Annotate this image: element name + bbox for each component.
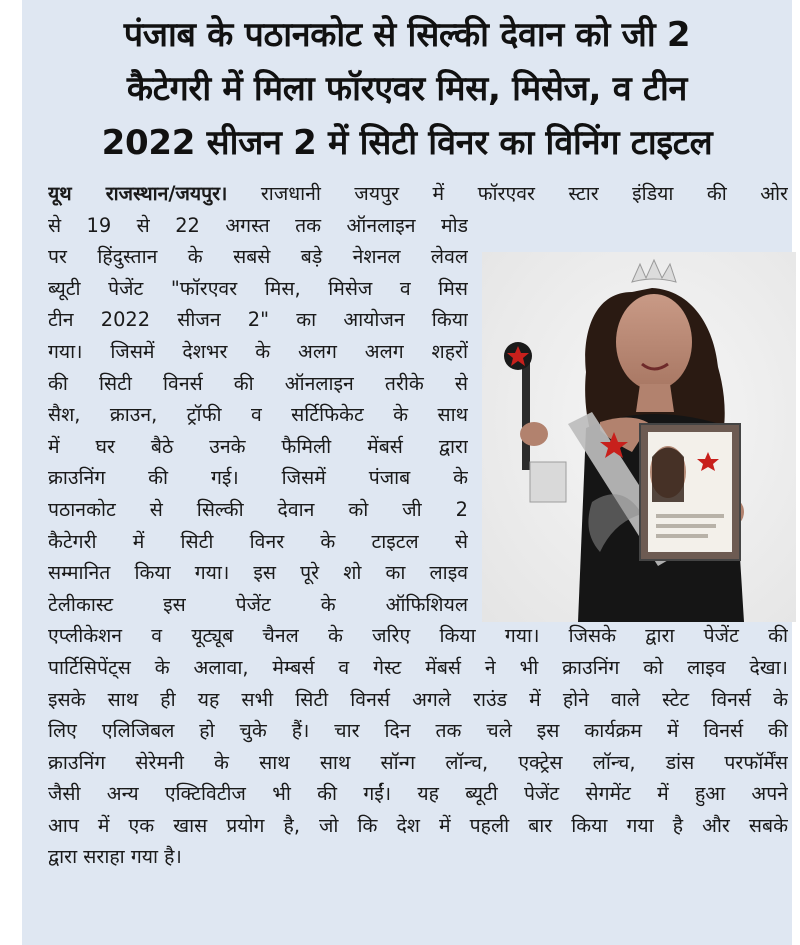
text-line: एप्लीकेशन व यूट्यूब चैनल के जरिए किया गया। जिसके द्वारा पेजेंट की [48,624,788,648]
headline-line-1: पंजाब के पठानकोट से सिल्की देवान को जी 2 [123,15,691,55]
text-line: द्वारा सराहा गया है। [48,845,182,869]
text-line: सैश, क्राउन, ट्रॉफी व सर्टिफिकेट के साथ [48,403,468,427]
text-line: गया। जिसमें देशभर के अलग अलग शहरों [48,339,468,363]
text-line: जैसी अन्य एक्टिविटीज भी की गईं। यह ब्यूटी पेजेंट सेगमेंट में हुआ अपने [48,782,788,806]
headline [22,8,792,170]
neck-shape [636,384,674,412]
text-line: पठानकोट से सिल्की देवान को जी 2 [48,497,468,521]
wide-column [48,620,788,873]
article-first-line [48,178,788,210]
byline: यूथ राजस्थान/जयपुर। [48,182,228,205]
newspaper-clipping [22,0,792,945]
first-line-text: राजधानी जयपुर में फॉरएवर स्टार इंडिया की ओर [227,182,788,205]
text-line: की सिटी विनर्स की ऑनलाइन तरीके से [48,371,468,395]
text-line: सम्मानित किया गया। इस पूरे शो का लाइव [48,561,468,585]
text-line: कैटेगरी में सिटी विनर के टाइटल से [48,529,468,553]
text-line: पार्टिसिपेंट्स के अलावा, मेम्बर्स व गेस्ट मेंबर्स ने भी क्राउनिंग को लाइव देखा। [48,655,788,679]
text-line: में घर बैठे उनके फैमिली मेंबर्स द्वारा [48,434,468,458]
text-line: से 19 से 22 अगस्त तक ऑनलाइन मोड [48,213,468,237]
text-line: लिए एलिजिबल हो चुके हैं। चार दिन तक चले इस कार्यक्रम में विनर्स की [48,719,788,743]
headline-line-3: 2022 सीजन 2 में सिटी विनर का विनिंग टाइटल [101,123,713,163]
text-line: पर हिंदुस्तान के सबसे बड़े नेशनल लेवल [48,245,468,269]
text-line: टेलीकास्ट इस पेजेंट के ऑफिशियल [48,592,468,616]
left-hand [520,422,548,446]
text-line: ब्यूटी पेजेंट "फॉरएवर मिस, मिसेज व मिस [48,276,468,300]
text-line: आप में एक खास प्रयोग है, जो कि देश में पहली बार किया गया है और सबके [48,813,788,837]
text-line: क्राउनिंग की गई। जिसमें पंजाब के [48,466,468,490]
text-line: टीन 2022 सीजन 2" का आयोजन किया [48,308,468,332]
text-line: क्राउनिंग सेरेमनी के साथ साथ सॉन्ग लॉन्च, एक्ट्रेस लॉन्च, डांस परफॉर्मेंस [48,750,788,774]
winner-portrait-illustration [482,252,796,622]
winner-photo [482,252,796,622]
text-line: इसके साथ ही यह सभी सिटी विनर्स अगले राउंड में होने वाले स्टेट विनर्स के [48,687,788,711]
certificate-frame [640,424,740,560]
face-shape [616,294,692,390]
headline-line-2: कैटेगरी में मिला फॉरएवर मिस, मिसेज, व टीन [126,69,688,109]
